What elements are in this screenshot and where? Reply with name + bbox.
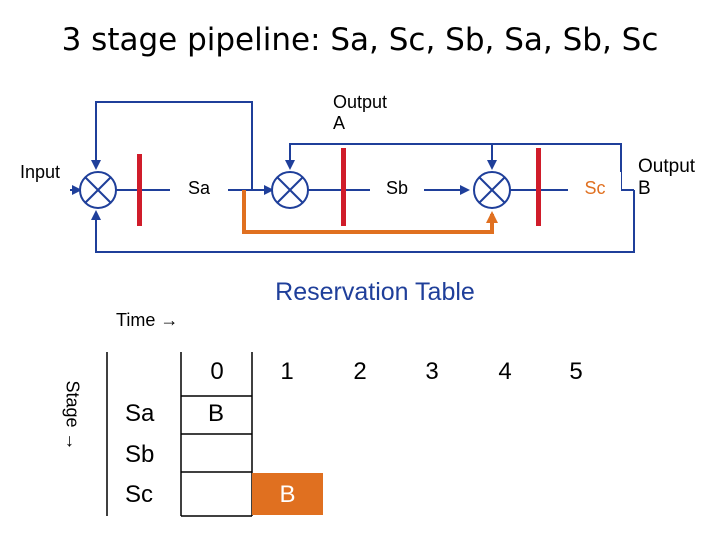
output-a-label xyxy=(333,92,387,134)
time-header-1: 1 xyxy=(280,358,294,385)
latch-3 xyxy=(536,148,541,226)
time-header-5: 5 xyxy=(569,358,583,385)
output-b-label-line-1: Output xyxy=(638,156,696,177)
time-header-2: 2 xyxy=(353,358,367,385)
stage-label-sa: Sa xyxy=(187,178,211,198)
mux-1 xyxy=(80,172,116,208)
time-header-4: 4 xyxy=(498,358,512,385)
row-label-sa: Sa xyxy=(125,400,155,427)
mux-2 xyxy=(272,172,308,208)
stage-label-sb: Sb xyxy=(385,178,409,198)
time-header-0: 0 xyxy=(210,358,224,385)
output-b-label xyxy=(638,156,695,200)
mux-3 xyxy=(474,172,510,208)
latch-2 xyxy=(341,148,346,226)
time-header-3: 3 xyxy=(425,358,439,385)
stage-axis-label: Stage → xyxy=(62,380,83,451)
output-a-label-line-2: A xyxy=(333,113,346,133)
row-label-sc: Sc xyxy=(125,481,154,508)
row-label-sb: Sb xyxy=(125,441,155,468)
stage-label-sc: Sc xyxy=(584,178,606,198)
time-axis-label: Time → xyxy=(116,310,179,330)
input-label: Input xyxy=(20,162,61,182)
output-b-label-line-2: B xyxy=(638,178,651,199)
cell-sa-t0: B xyxy=(207,400,224,427)
cell-sc-t1: B xyxy=(252,473,323,515)
reservation-table-title: Reservation Table xyxy=(275,278,475,306)
latch-1 xyxy=(137,154,142,226)
output-a-label-line-1: Output xyxy=(333,92,388,112)
slide-title: 3 stage pipeline: Sa, Sc, Sb, Sa, Sb, Sc xyxy=(61,22,659,58)
